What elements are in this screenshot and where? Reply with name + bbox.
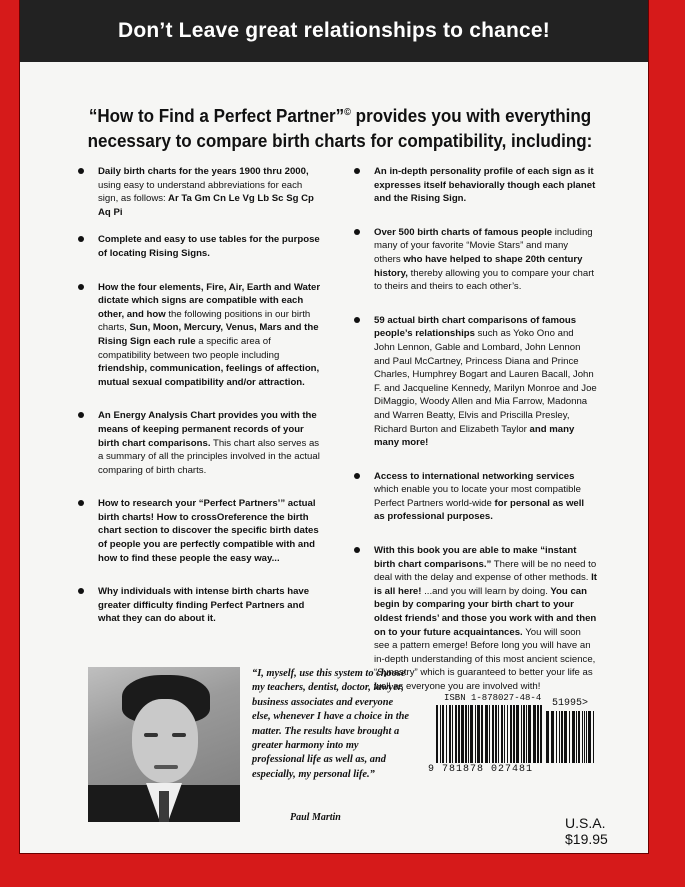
list-item: Why individuals with intense birth charts have greater difficulty finding Perfect Partners and what they can do about it. bbox=[76, 585, 321, 626]
list-item: 59 actual birth chart comparisons of famous people’s relationships such as Yoko Ono and John Lennon, Gable and Lombard, John Lennon and Paul McCartney, Princess Diana and Prince Charles, Humphrey Bogart and Lauren Bacall, John F. and Jacqueline Kennedy, Marilyn Monroe and Joe DiMaggio, Woody Allen and Mia Farrow, Madonna and Warren Beatty, Elvis and Priscilla Presley, Richard Burton and Elizabeth Taylor and many many more! bbox=[352, 314, 597, 450]
list-item: Daily birth charts for the years 1900 thru 2000, using easy to understand abbreviations for each sign, as follows: Ar Ta Gm Cn Le Vg Lb Sc Sg Cp Aq Pi bbox=[76, 165, 321, 219]
left-column bbox=[76, 165, 321, 640]
list-item: How to research your “Perfect Partners’” actual birth charts! How to crossOreference the birth chart section to discover the specific birth dates of people you are perfectly compatible with and how to find these people the easy way... bbox=[76, 497, 321, 565]
list-item: An Energy Analysis Chart provides you with the means of keeping permanent records of your birth chart comparisons. This chart also serves as a summary of all the principles involved in the actual comparing of birth charts. bbox=[76, 409, 321, 477]
bullet-icon bbox=[354, 168, 360, 174]
copyright-mark: © bbox=[344, 107, 351, 118]
book-back-cover bbox=[20, 0, 648, 853]
list-item: With this book you are able to make “instant birth chart comparisons.” There will be no need to deal with the delay and expense of other methods. It is all here! ...and you will learn by doing. You can begin by comparing your birth chart to your oldest friends’ and those you work with and then on to your future acquaintances. You will soon see a pattern emerge! Before long you will have an in-depth understanding of this most ancient science, “Synastry” which is guaranteed to better your life as well as everyone you are involved with! bbox=[352, 544, 597, 694]
bullet-icon bbox=[354, 229, 360, 235]
headline-title: “How to Find a Perfect Partner” bbox=[88, 105, 345, 127]
headline-rest: provides you with everything necessary to compare birth charts for compatibility, including: bbox=[87, 105, 593, 152]
bullet-icon bbox=[354, 473, 360, 479]
isbn-text: ISBN 1-878027-48-4 bbox=[444, 693, 542, 703]
quote-author: Paul Martin bbox=[290, 812, 341, 823]
bullet-icon bbox=[354, 317, 360, 323]
barcode-addon-number: 51995> bbox=[552, 698, 589, 709]
list-item: Over 500 birth charts of famous people including many of your favorite “Movie Stars” and many others who have helped to shape 20th century history, thereby allowing you to compare your chart to theirs and theirs to each other’s. bbox=[352, 226, 597, 294]
bullet-icon bbox=[78, 500, 84, 506]
list-item: Complete and easy to use tables for the purpose of locating Rising Signs. bbox=[76, 233, 321, 260]
list-item: Access to international networking services which enable you to locate your most compatible Perfect Partners world-wide for personal as well as professional purposes. bbox=[352, 470, 597, 524]
author-photo bbox=[88, 667, 240, 822]
ean-number: 9 781878 027481 bbox=[428, 764, 534, 775]
list-item: How the four elements, Fire, Air, Earth and Water dictate which signs are compatible with each other, and how the following positions in our birth charts, Sun, Moon, Mercury, Venus, Mars and the Rising Sign each rule a specific area of compatibility between two people including friendship, communication, feelings of affection, mutual sexual compatibility and/or attraction. bbox=[76, 281, 321, 390]
price: U.S.A. $19.95 bbox=[565, 815, 608, 847]
bullet-icon bbox=[78, 412, 84, 418]
testimonial-quote: “I, myself, use this system to choose my teachers, dentist, doctor, lawyer, business associates and everyone else, whenever I have a choice in the matter. The results have brought a greater harmony into my professional life as well as, and especially, my personal life.” bbox=[252, 668, 409, 780]
bullet-icon bbox=[78, 588, 84, 594]
bullet-icon bbox=[78, 284, 84, 290]
bullet-icon bbox=[354, 547, 360, 553]
bullet-icon bbox=[78, 236, 84, 242]
headline bbox=[82, 100, 597, 153]
right-column bbox=[352, 165, 597, 708]
barcode-addon-icon bbox=[546, 711, 594, 763]
barcode-icon bbox=[436, 705, 542, 763]
top-banner: Don’t Leave great relationships to chance! bbox=[20, 0, 648, 62]
list-item: An in-depth personality profile of each sign as it expresses itself behaviorally though each planet and the Rising Sign. bbox=[352, 165, 597, 206]
bullet-icon bbox=[78, 168, 84, 174]
